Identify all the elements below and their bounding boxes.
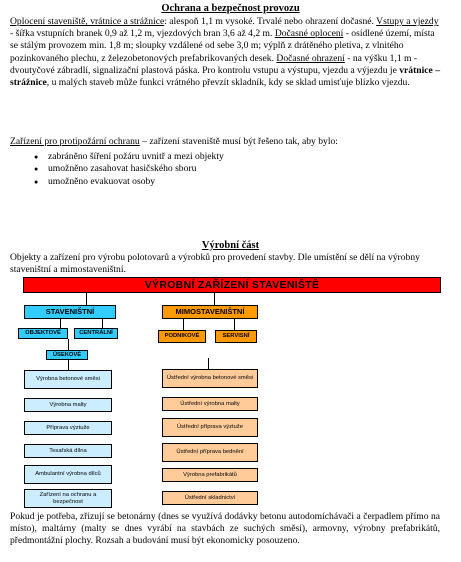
left-item: Výrobna betonové směsi [24,370,112,389]
fire-protection-intro [10,136,444,148]
right-item: Ústřední příprava výztuže [162,418,258,437]
right-item: Ústřední výrobna malty [162,397,258,411]
term-fire-protection: Zařízení pro protipožární ochranu [10,136,140,147]
connector [60,319,61,328]
term-entrances: Vstupy a vjezdy [376,16,439,27]
list-item: ● zabráněno šíření požáru uvnitř a mezi objekty [34,151,224,163]
connector [183,319,184,330]
diagram-title: VÝROBNÍ ZAŘÍZENÍ STAVENIŠTĚ [23,277,441,293]
connector [208,358,209,369]
centralni-box: CENTRÁLNÍ [74,328,118,339]
right-item: Ústřední výrobna betonové směsi [162,369,258,388]
term-temporary-fencing: Dočasné oplocení [274,28,344,40]
left-item: Příprava výztuže [24,421,112,435]
term-gatehouse: vrátnice – strážnice [10,64,441,89]
production-facilities-diagram [12,277,460,509]
term-temporary-enclosure: Dočasné ohrazení [276,52,345,64]
connector [68,360,69,370]
term-fencing: Oplocení staveniště, vrátnice a strážnice [10,16,165,27]
list-item: ● umožněno evakuovat osoby [34,176,224,188]
left-item: Zařízení na ochranu a bezpečnost [24,489,112,508]
mimostaveništní-header: MIMOSTAVENIŠTNÍ [162,305,258,319]
left-item: Ambulantní výrobna dílců [24,465,112,484]
section-heading-safety: Ochrana a bezpečnost provozu [161,3,300,14]
text-run: – zařízení staveniště musí být řešeno tak, aby bylo: [139,136,338,147]
connector [86,293,87,305]
connector [68,339,69,350]
left-item: Výrobna malty [24,398,112,412]
left-item: Tesařská dílna [24,444,112,458]
text-run: - na výšku 1,1 m - dvoutyčové zábradlí, signalizační plastová páska. Pro kontrolu vstupu a výstupu, vjezdu a výjezdu je [10,52,418,76]
podnikove-box: PODNIKOVÉ [158,330,206,343]
right-item: Výrobna prefabrikátů [162,468,258,482]
connector [234,319,235,330]
connector [102,319,103,328]
servisni-box: SERVISNÍ [215,330,257,343]
objektove-box: OBJEKTOVÉ [18,328,68,339]
safety-paragraph [10,16,444,89]
fire-protection-list [34,151,224,188]
text-run: : alespoň 1,1 m vysoké. Trvalé nebo ohrazení dočasné. [164,16,377,27]
connector [214,293,215,305]
staveništní-header: STAVENIŠTNÍ [24,305,116,319]
list-item: ● umožněno zasahovat hasičského sboru [34,163,224,175]
section-heading-production: Výrobní část [201,240,260,251]
closing-paragraph: Pokud je potřeba, zřizují se betonárny (dnes se využívá dodávky betonu autodomíchávači a čerpadlem přímo na místo), maltárny (malty se dnes vyrábí na stavbách ze suchých směsí), armovny, výrobny prefabrikátů, předmontážní plochy. Rozsah a budování musí být ekonomicky posouzeno. [10,511,440,547]
right-item: Ústřední příprava bednění [162,443,258,462]
right-item: Ústřední skladnictví [162,491,258,505]
text-run: - šířka vstupních branek 0,9 až 1,2 m, vjezdových bran 3,6 až 4,2 m. [10,28,275,40]
production-intro: Objekty a zařízení pro výrobu polotovarů a výrobků pro provedení stavby. Dle umístění se dělí na výrobny staveništní a mimostaveništní. [10,252,420,276]
text-run: , u malých staveb může funkci vrátného převzít skladník, kdy se sklad umisťuje blízko vjezdu. [46,77,410,89]
text-run: - osídlené území, místa se stálým provozem min. 1,8 m; sloupky vzdálené od sebe 3,0 m; výplň z drátěného pletiva, z vlnitého pozinkovaného plechu, z železobetonových prefabrikovaných desek. [10,28,435,64]
usekove-box: ÚSEKOVÉ [46,350,88,360]
